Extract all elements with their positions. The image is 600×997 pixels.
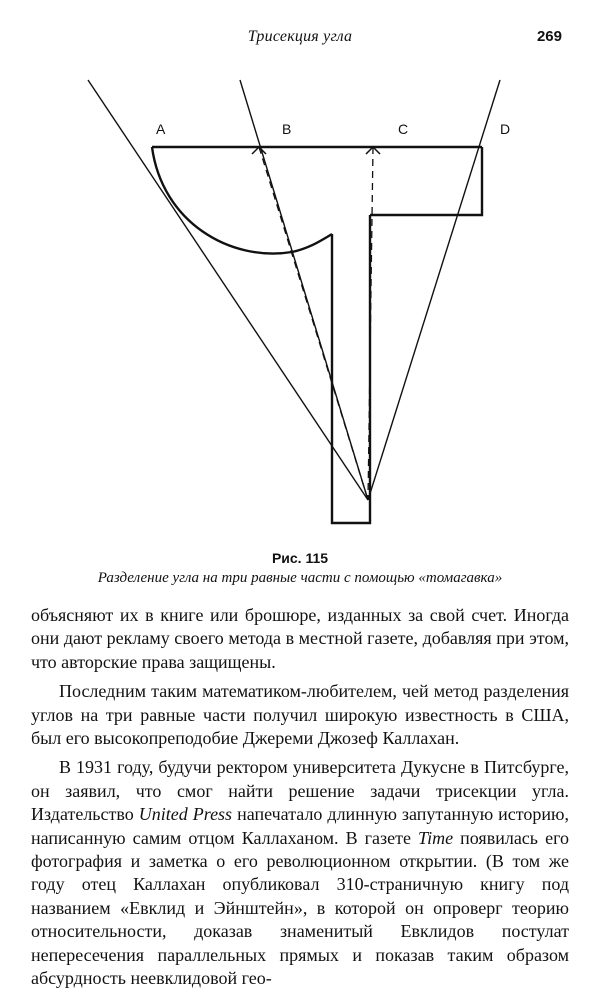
- paragraph-3-part-a: В 1931 году, будучи ректором университета Дукусне в Питсбурге, он заявил, что смог найти решение задачи трисекции угла. Издательство: [31, 757, 569, 825]
- right-tab: [370, 147, 482, 215]
- ray-a: [88, 80, 368, 500]
- ray-d: [368, 80, 500, 500]
- label-a: A: [156, 121, 166, 137]
- paragraph-3: [31, 756, 569, 990]
- dashed-line-b: [259, 147, 368, 500]
- page-number: 269: [536, 28, 562, 45]
- paragraph-1: объясняют их в книге или брошюре, изданных за свой счет. Иногда они дают рекламу своего метода в местной газете, добавляя при этом, что авторские права защищены.: [31, 605, 569, 672]
- tomahawk-figure: [0, 62, 600, 542]
- label-b: B: [282, 121, 292, 137]
- figure-caption-text: Разделение угла на три равные части с помощью «томагавка»: [97, 570, 503, 586]
- blade-curve: [152, 147, 332, 254]
- united-press-name: United Press: [138, 804, 233, 825]
- label-d: D: [500, 121, 511, 137]
- paragraph-3-part-c: появилась его фотография и заметка о его революционном открытии. (В том же году отец Каллахан опубликовал 310-страничную книгу под названием «Евклид и Эйнштейн», в которой он опроверг теорию относительности, доказав знаменитый Евклидов постулат непересечения параллельных прямых и показав таким образом абсурдность неевклидовой гео-: [31, 827, 569, 989]
- paragraph-3-part-b: напечатало длинную запутанную историю, написанную самим отцом Каллаханом. В газете: [31, 804, 570, 848]
- body-text: [31, 604, 569, 997]
- figure-caption: [0, 548, 600, 588]
- running-header-title: Трисекция угла: [247, 28, 353, 45]
- figure-number: Рис. 115: [271, 550, 329, 566]
- label-c: C: [398, 121, 409, 137]
- time-magazine-name: Time: [418, 827, 454, 848]
- handle-outline: [332, 215, 370, 523]
- paragraph-2: Последним таким математиком-любителем, чей метод разделения углов на три равные части получил широкую известность в США, был его высокопреподобие Джереми Джозеф Каллахан.: [31, 681, 569, 749]
